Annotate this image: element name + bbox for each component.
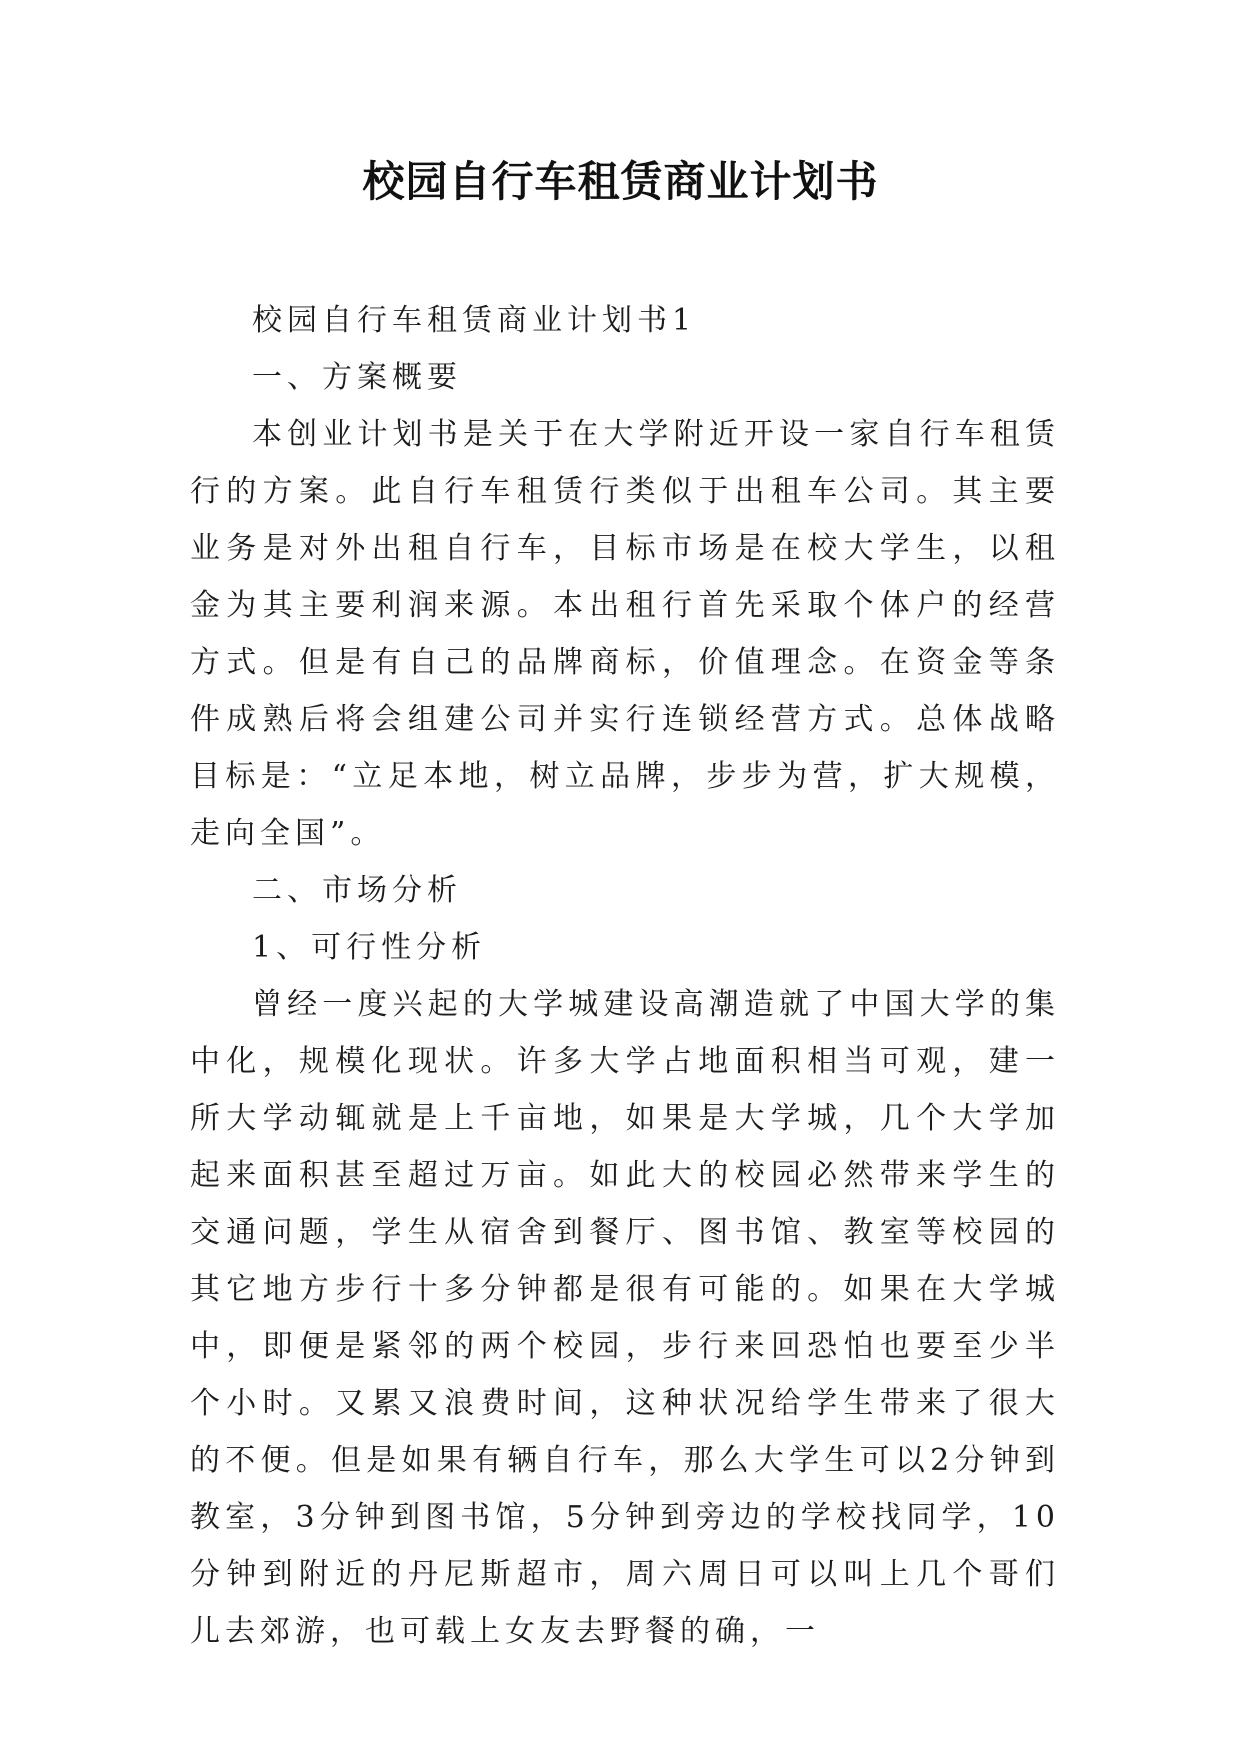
paragraph-overview: 本创业计划书是关于在大学附近开设一家自行车租赁行的方案。此自行车租赁行类似于出租车公司。其主要业务是对外出租自行车，目标市场是在校大学生，以租金为其主要利润来源。本出租行首先采取个体户的经营方式。但是有自己的品牌商标，价值理念。在资金等条件成熟后将会组建公司并实行连锁经营方式。总体战略目标是：“立足本地，树立品牌，步步为营，扩大规模，走向全国”。 xyxy=(190,417,1060,851)
paragraph-feasibility: 曾经一度兴起的大学城建设高潮造就了中国大学的集中化，规模化现状。许多大学占地面积相当可观，建一所大学动辄就是上千亩地，如果是大学城，几个大学加起来面积甚至超过万亩。如此大的校园必然带来学生的交通问题，学生从宿舍到餐厅、图书馆、教室等校园的其它地方步行十多分钟都是很有可能的。如果在大学城中，即便是紧邻的两个校园，步行来回恐怕也要至少半个小时。又累又浪费时间，这种状况给学生带来了很大的不便。但是如果有辆自行车，那么大学生可以2分钟到教室，3分钟到图书馆，5分钟到旁边的学校找同学，10分钟到附近的丹尼斯超市，周六周日可以叫上几个哥们儿去郊游，也可载上女友去野餐的确，一 xyxy=(190,987,1060,1649)
paragraph-subtitle: 校园自行车租赁商业计划书1 xyxy=(252,303,697,338)
subsection-heading-feasibility: 1、可行性分析 xyxy=(252,930,487,965)
document-body xyxy=(190,292,1060,1660)
section-heading-overview: 一、方案概要 xyxy=(252,360,462,395)
section-heading-market-analysis: 二、市场分析 xyxy=(252,873,462,908)
document-title: 校园自行车租赁商业计划书 xyxy=(362,157,879,206)
